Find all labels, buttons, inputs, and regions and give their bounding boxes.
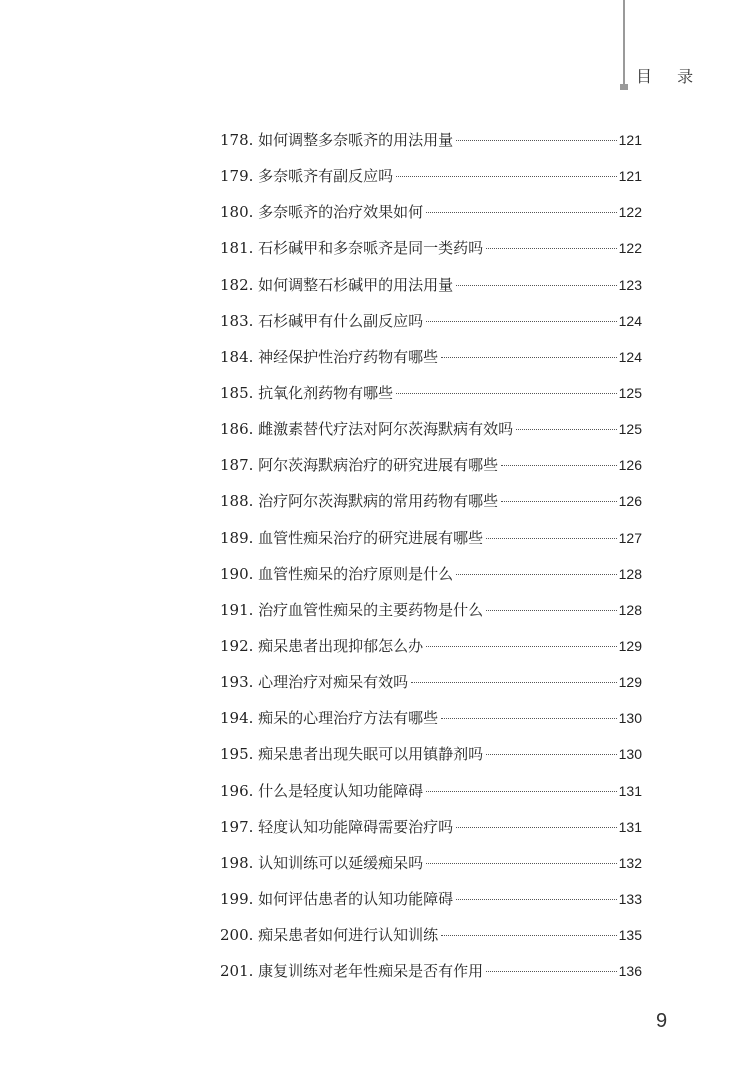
toc-dot-leader (426, 212, 616, 213)
toc-entry-title: 195. 痴呆患者出现失眠可以用镇静剂吗 (220, 745, 484, 764)
toc-entry-title: 189. 血管性痴呆治疗的研究进展有哪些 (220, 528, 484, 547)
toc-entry-page: 128 (618, 565, 642, 582)
toc-dot-leader (486, 248, 616, 249)
toc-entry-page: 121 (618, 132, 642, 148)
toc-dot-leader (426, 863, 616, 864)
toc-entry-page: 136 (618, 963, 642, 980)
toc-entry[interactable] (220, 556, 642, 592)
toc-dot-leader (501, 465, 616, 466)
header-rule (623, 0, 625, 86)
toc-entry-page: 126 (618, 493, 642, 510)
toc-entry[interactable] (220, 122, 642, 158)
toc-entry-page: 130 (618, 746, 642, 763)
toc-entry-page: 126 (618, 457, 642, 474)
toc-dot-leader (486, 971, 616, 972)
toc-entry[interactable] (220, 845, 642, 881)
toc-entry[interactable] (220, 375, 642, 411)
toc-dot-leader (456, 899, 616, 900)
toc-entry-title: 182. 如何调整石杉碱甲的用法用量 (220, 275, 454, 294)
toc-dot-leader (396, 176, 616, 177)
toc-entry-title: 201. 康复训练对老年性痴呆是否有作用 (220, 962, 484, 981)
toc-dot-leader (486, 754, 616, 755)
toc-entry-title: 198. 认知训练可以延缓痴呆吗 (220, 853, 424, 872)
toc-entry-page: 122 (618, 204, 642, 221)
toc-dot-leader (441, 718, 616, 719)
running-header-title: 目 录 (636, 67, 704, 86)
toc-entry[interactable] (220, 267, 642, 303)
toc-dot-leader (441, 357, 616, 358)
toc-dot-leader (426, 646, 616, 647)
toc-entry-title: 200. 痴呆患者如何进行认知训练 (220, 926, 439, 945)
toc-dot-leader (456, 827, 616, 828)
toc-entry-title: 197. 轻度认知功能障碍需要治疗吗 (220, 817, 454, 836)
toc-dot-leader (516, 429, 616, 430)
toc-entry[interactable] (220, 158, 642, 194)
toc-entry[interactable] (220, 953, 642, 989)
toc-entry[interactable] (220, 881, 642, 917)
toc-entry-title: 185. 抗氧化剂药物有哪些 (220, 383, 394, 402)
toc-entry[interactable] (220, 809, 642, 845)
toc-entry[interactable] (220, 773, 642, 809)
toc-entry-page: 130 (618, 710, 642, 727)
toc-entry-page: 124 (618, 348, 642, 365)
toc-entry-title: 186. 雌激素替代疗法对阿尔茨海默病有效吗 (220, 420, 514, 439)
toc-dot-leader (486, 610, 616, 611)
toc-entry-page: 125 (618, 384, 642, 401)
toc-entry-title: 191. 治疗血管性痴呆的主要药物是什么 (220, 600, 484, 619)
toc-entry-page: 133 (618, 890, 642, 907)
toc-entry-page: 128 (618, 601, 642, 618)
toc-entry-title: 199. 如何评估患者的认知功能障碍 (220, 889, 454, 908)
toc-entry-page: 121 (618, 168, 642, 185)
toc-entry-page: 132 (618, 854, 642, 871)
toc-dot-leader (396, 393, 616, 394)
toc-entry-title: 180. 多奈哌齐的治疗效果如何 (220, 203, 424, 222)
toc-entry[interactable] (220, 700, 642, 736)
toc-entry[interactable] (220, 628, 642, 664)
toc-dot-leader (456, 574, 616, 575)
toc-entry[interactable] (220, 447, 642, 483)
toc-entry[interactable] (220, 917, 642, 953)
toc-dot-leader (456, 285, 616, 286)
page-number: 9 (656, 1010, 668, 1032)
toc-entry[interactable] (220, 664, 642, 700)
toc-entry-title: 183. 石杉碱甲有什么副反应吗 (220, 311, 424, 330)
toc-entry-title: 193. 心理治疗对痴呆有效吗 (220, 673, 409, 692)
toc-entry-page: 131 (618, 818, 642, 835)
toc-entry-page: 124 (618, 312, 642, 329)
toc-dot-leader (411, 682, 616, 683)
toc-dot-leader (486, 538, 616, 539)
toc-entry-page: 125 (618, 421, 642, 438)
toc-entry-page: 135 (618, 927, 642, 944)
toc-entry[interactable] (220, 194, 642, 230)
toc-entry-page: 123 (618, 276, 642, 293)
toc-entry-title: 187. 阿尔茨海默病治疗的研究进展有哪些 (220, 456, 499, 475)
toc-entry[interactable] (220, 339, 642, 375)
toc-entry-page: 122 (618, 240, 642, 257)
toc-entry-page: 129 (618, 674, 642, 691)
toc-entry-page: 127 (618, 529, 642, 546)
toc-entry[interactable] (220, 303, 642, 339)
header-mark (620, 84, 628, 90)
toc-entry[interactable] (220, 520, 642, 556)
toc-entry[interactable] (220, 592, 642, 628)
toc-entry-title: 188. 治疗阿尔茨海默病的常用药物有哪些 (220, 492, 499, 511)
toc-entry[interactable] (220, 483, 642, 519)
toc-entry[interactable] (220, 230, 642, 266)
toc-entry-title: 190. 血管性痴呆的治疗原则是什么 (220, 564, 454, 583)
toc-entry-title: 194. 痴呆的心理治疗方法有哪些 (220, 709, 439, 728)
toc-dot-leader (456, 140, 616, 141)
toc-entry-page: 131 (618, 782, 642, 799)
toc-dot-leader (441, 935, 616, 936)
toc-dot-leader (501, 501, 616, 502)
toc-entry-title: 196. 什么是轻度认知功能障碍 (220, 781, 424, 800)
toc-entry-title: 181. 石杉碱甲和多奈哌齐是同一类药吗 (220, 239, 484, 258)
toc-entry-title: 192. 痴呆患者出现抑郁怎么办 (220, 636, 424, 655)
toc-entry[interactable] (220, 411, 642, 447)
toc-entry-title: 179. 多奈哌齐有副反应吗 (220, 167, 394, 186)
toc-entry-title: 184. 神经保护性治疗药物有哪些 (220, 347, 439, 366)
toc-entry[interactable] (220, 736, 642, 772)
toc-entry-title: 178. 如何调整多奈哌齐的用法用量 (220, 131, 454, 149)
toc-entry-page: 129 (618, 637, 642, 654)
toc-dot-leader (426, 791, 616, 792)
table-of-contents (220, 122, 642, 989)
toc-dot-leader (426, 321, 616, 322)
